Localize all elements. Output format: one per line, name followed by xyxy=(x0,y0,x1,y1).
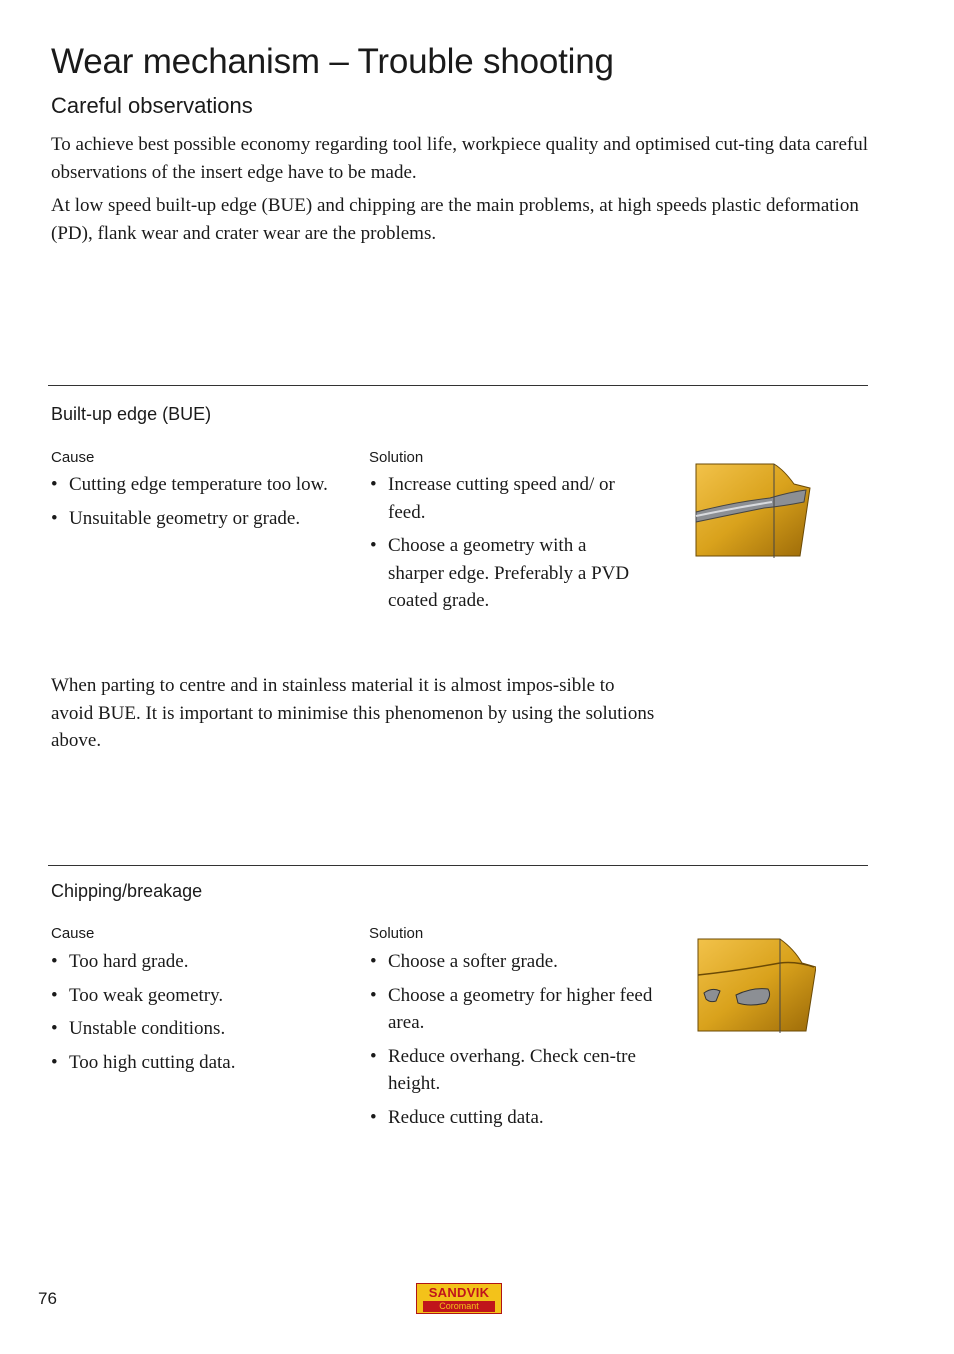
chipping-title: Chipping/breakage xyxy=(51,881,203,901)
bue-solution-label: Solution xyxy=(369,449,424,466)
section-divider xyxy=(48,385,868,386)
section-title: Careful observations xyxy=(51,93,253,118)
list-item: • Reduce overhang. Check cen-tre height. xyxy=(370,1043,660,1098)
bue-title: Built-up edge (BUE) xyxy=(51,404,212,424)
chipping-insert-illustration xyxy=(696,937,816,1037)
bue-cause-list xyxy=(51,471,343,538)
list-item: • Too high cutting data. xyxy=(51,1049,343,1077)
list-item: • Too weak geometry. xyxy=(51,982,343,1010)
intro-paragraph-2: At low speed built-up edge (BUE) and chipping are the main problems, at high speeds plastic deformation (PD), flank wear and crater wear are the problems. xyxy=(51,195,859,244)
list-item: • Choose a softer grade. xyxy=(370,948,660,976)
bue-solution-list xyxy=(370,471,640,621)
bue-cause-label: Cause xyxy=(51,449,95,466)
intro-paragraph-1: To achieve best possible economy regarding tool life, workpiece quality and optimised cut-ting data careful observations of the insert edge have to be made. xyxy=(51,134,868,183)
list-item: • Unstable conditions. xyxy=(51,1015,343,1043)
list-item: • Too hard grade. xyxy=(51,948,343,976)
bue-note: When parting to centre and in stainless material it is almost impos-sible to avoid BUE. It is important to minimise this phenomenon by using the solutions above. xyxy=(51,675,655,751)
logo-brand: SANDVIK xyxy=(428,1285,490,1300)
page-title: Wear mechanism – Trouble shooting xyxy=(51,42,614,81)
list-item: • Choose a geometry for higher feed area. xyxy=(370,982,660,1037)
section-divider xyxy=(48,865,868,866)
chipping-solution-label: Solution xyxy=(369,925,424,942)
sandvik-logo xyxy=(416,1283,502,1314)
chipping-solution-list xyxy=(370,948,660,1137)
bue-insert-illustration xyxy=(694,462,814,562)
list-item: • Choose a geometry with a sharper edge. Preferably a PVD coated grade. xyxy=(370,532,640,615)
chipping-cause-list xyxy=(51,948,343,1082)
list-item: • Cutting edge temperature too low. xyxy=(51,471,343,499)
list-item: • Increase cutting speed and/ or feed. xyxy=(370,471,640,526)
chipping-cause-label: Cause xyxy=(51,925,95,942)
logo-sub: Coromant xyxy=(423,1301,495,1312)
list-item: • Reduce cutting data. xyxy=(370,1104,660,1132)
page-number: 76 xyxy=(38,1289,57,1308)
list-item: • Unsuitable geometry or grade. xyxy=(51,505,343,533)
